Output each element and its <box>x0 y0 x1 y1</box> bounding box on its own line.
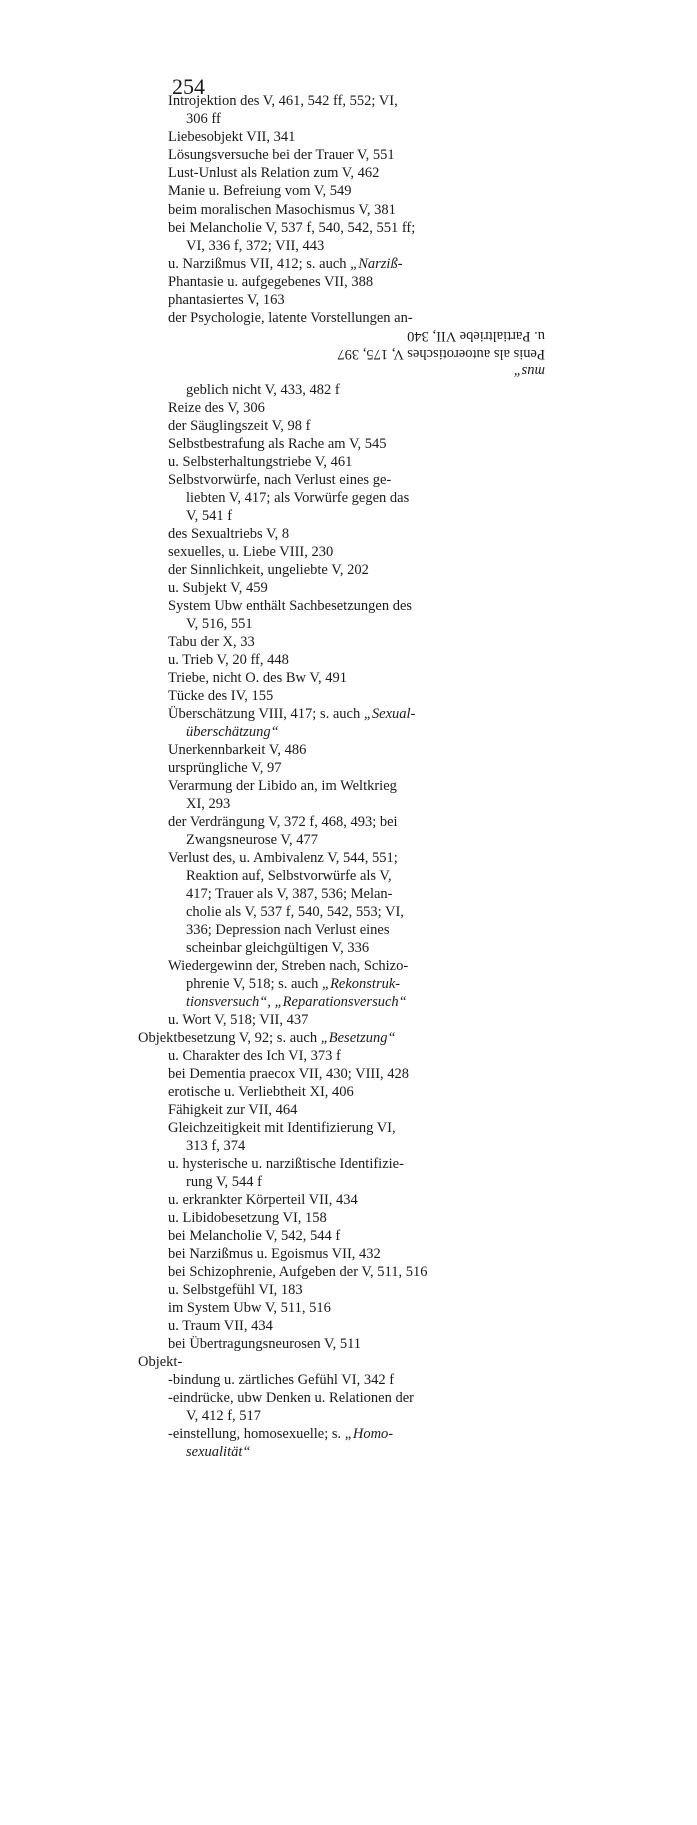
index-line-text: Selbstbestrafung als Rache am V, 545 <box>168 436 387 452</box>
index-line <box>168 597 412 615</box>
index-line-text: -bindung u. zärtliches Gefühl VI, 342 f <box>168 1372 395 1388</box>
index-line-text: u. erkrankter Körperteil VII, 434 <box>168 1192 358 1208</box>
index-line-text: Penis als autoerotisches V, 175, 397 <box>337 346 545 362</box>
index-line <box>168 1065 409 1083</box>
index-line <box>168 849 398 867</box>
index-line <box>138 1353 182 1371</box>
index-line <box>168 417 310 435</box>
index-line <box>186 381 340 399</box>
index-line-text: liebten V, 417; als Vorwürfe gegen das <box>186 490 410 506</box>
index-line <box>168 182 352 200</box>
index-line-text: u. Trieb V, 20 ff, 448 <box>168 652 289 668</box>
index-line-text: Objekt- <box>138 1354 183 1370</box>
index-line-text: Wiedergewinn der, Streben nach, Schizo- <box>168 958 409 974</box>
index-line-text: Überschätzung VIII, 417; s. auch <box>168 706 364 722</box>
index-line-text: u. Charakter des Ich VI, 373 f <box>168 1048 341 1064</box>
index-line <box>168 291 285 309</box>
index-line <box>168 561 369 579</box>
index-line <box>168 813 398 831</box>
index-line <box>186 939 369 957</box>
index-line-text: Tabu der X, 33 <box>168 634 255 650</box>
index-line-text: sexuelles, u. Liebe VIII, 230 <box>168 544 334 560</box>
index-line-text: Phantasie u. aufgegebenes VII, 388 <box>168 274 374 290</box>
index-line-text: Liebesobjekt VII, 341 <box>168 129 296 145</box>
index-line-text: Tücke des IV, 155 <box>168 688 274 704</box>
index-line-text: 306 ff <box>186 111 221 127</box>
index-line <box>186 1443 250 1461</box>
index-line-text: Reaktion auf, Selbstvorwürfe als V, <box>186 868 392 884</box>
index-line <box>168 1281 303 1299</box>
index-line <box>186 975 400 993</box>
index-line-text: bei Übertragungsneurosen V, 511 <box>168 1336 362 1352</box>
index-line <box>186 615 253 633</box>
index-line <box>168 146 395 164</box>
index-line <box>186 1173 262 1191</box>
index-line <box>168 164 379 182</box>
index-line-text: scheinbar gleichgültigen V, 336 <box>186 940 370 956</box>
index-line-crossref: „Homo- <box>344 1426 394 1442</box>
index-line-text: Lust-Unlust als Relation zum V, 462 <box>168 165 380 181</box>
index-line <box>168 471 391 489</box>
index-line <box>168 1047 341 1065</box>
index-line <box>168 219 415 237</box>
page-number: 254 <box>172 74 205 99</box>
index-line <box>168 399 265 417</box>
index-line-text: u. Traum VII, 434 <box>168 1318 273 1334</box>
index-line <box>168 543 333 561</box>
index-line-text: System Ubw enthält Sachbesetzungen des <box>168 598 413 614</box>
index-line-text: XI, 293 <box>186 796 231 812</box>
index-line-text: ursprüngliche V, 97 <box>168 760 282 776</box>
index-line-text: überschätzung“ <box>186 724 279 740</box>
index-line <box>168 1245 381 1263</box>
index-line <box>168 309 413 327</box>
index-line <box>186 831 318 849</box>
index-line <box>186 885 393 903</box>
index-line <box>186 723 279 741</box>
index-line-text: rung V, 544 f <box>186 1174 262 1190</box>
index-line-text: Introjektion des V, 461, 542 ff, 552; VI, <box>168 93 398 109</box>
index-line-crossref: „Narziß- <box>350 256 403 272</box>
index-line <box>168 633 255 651</box>
index-line-text: Lösungsversuche bei der Trauer V, 551 <box>168 147 395 163</box>
index-line-text: u. Narzißmus VII, 412; s. auch <box>168 256 351 272</box>
index-line-text: u. Libidobesetzung VI, 158 <box>168 1210 327 1226</box>
index-line-text: 417; Trauer als V, 387, 536; Melan- <box>186 886 393 902</box>
index-line <box>186 110 221 128</box>
index-line <box>138 1029 396 1047</box>
index-line <box>168 1317 273 1335</box>
index-line-text: u. Partialtriebe VII, 340 <box>407 328 545 344</box>
index-line-text: erotische u. Verliebtheit XI, 406 <box>168 1084 354 1100</box>
index-line-text: der Säuglingszeit V, 98 f <box>168 418 311 434</box>
index-line <box>186 867 392 885</box>
index-line <box>168 1227 340 1245</box>
index-line <box>168 128 295 146</box>
index-line-text: -einstellung, homosexuelle; s. <box>168 1426 345 1442</box>
index-line-text: Manie u. Befreiung vom V, 549 <box>168 183 352 199</box>
index-line <box>168 1119 396 1137</box>
index-line-text: Objektbesetzung V, 92; s. auch <box>138 1030 321 1046</box>
index-line-text: V, 541 f <box>186 508 233 524</box>
index-line <box>168 1083 354 1101</box>
index-line <box>168 1191 358 1209</box>
index-line-text: bei Narzißmus u. Egoismus VII, 432 <box>168 1246 381 1262</box>
index-line-text: V, 412 f, 517 <box>186 1408 262 1424</box>
index-line <box>168 1011 308 1029</box>
index-line-text: phantasiertes V, 163 <box>168 292 285 308</box>
index-line-text: Selbstvorwürfe, nach Verlust eines ge- <box>168 472 392 488</box>
index-line <box>168 687 273 705</box>
index-line-text: cholie als V, 537 f, 540, 542, 553; VI, <box>186 904 404 920</box>
index-line-text: Unerkennbarkeit V, 486 <box>168 742 307 758</box>
index-line <box>186 1407 261 1425</box>
index-line <box>168 453 352 471</box>
index-line-text: bei Schizophrenie, Aufgeben der V, 511, 516 <box>168 1264 428 1280</box>
index-line-text: Gleichzeitigkeit mit Identifizierung VI, <box>168 1120 396 1136</box>
index-line <box>168 1155 404 1173</box>
index-line <box>168 273 373 291</box>
index-line-inverted <box>514 362 545 380</box>
index-line-inverted <box>407 327 545 345</box>
index-line <box>168 705 415 723</box>
index-line <box>168 435 387 453</box>
index-line <box>168 957 408 975</box>
index-line <box>168 1209 327 1227</box>
index-line-text: 313 f, 374 <box>186 1138 246 1154</box>
index-line-text: Reize des V, 306 <box>168 400 265 416</box>
index-line <box>168 201 396 219</box>
index-line <box>186 795 230 813</box>
index-line-text: u. Subjekt V, 459 <box>168 580 268 596</box>
index-line-text: mus“ <box>513 363 545 379</box>
index-line-text: Verlust des, u. Ambivalenz V, 544, 551; <box>168 850 398 866</box>
index-line-text: beim moralischen Masochismus V, 381 <box>168 202 396 218</box>
index-line-text: bei Melancholie V, 537 f, 540, 542, 551 ff; <box>168 220 416 236</box>
index-line <box>168 777 397 795</box>
index-line-text: VI, 336 f, 372; VII, 443 <box>186 238 325 254</box>
index-line-text: bei Melancholie V, 542, 544 f <box>168 1228 341 1244</box>
index-line <box>186 903 404 921</box>
index-line <box>168 1335 361 1353</box>
index-line-text: Zwangsneurose V, 477 <box>186 832 318 848</box>
index-line <box>186 993 407 1011</box>
index-line-text: der Psychologie, latente Vorstellungen an- <box>168 310 413 326</box>
index-line-text: tionsversuch“, „Reparationsversuch“ <box>186 994 407 1010</box>
index-line-text: sexualität“ <box>186 1444 251 1460</box>
index-line-crossref: „Sexual- <box>363 706 416 722</box>
index-line-text: im System Ubw V, 511, 516 <box>168 1300 331 1316</box>
index-line <box>168 579 268 597</box>
index-line <box>168 1263 427 1281</box>
index-line-text: u. Wort V, 518; VII, 437 <box>168 1012 309 1028</box>
index-line <box>168 759 281 777</box>
index-line-text: 336; Depression nach Verlust eines <box>186 922 390 938</box>
index-line-text: Fähigkeit zur VII, 464 <box>168 1102 298 1118</box>
index-line-text: geblich nicht V, 433, 482 f <box>186 382 340 398</box>
index-line <box>168 1299 331 1317</box>
index-line <box>168 741 306 759</box>
index-line-crossref: „Rekonstruk- <box>322 976 401 992</box>
index-line-text: u. Selbsterhaltungstriebe V, 461 <box>168 454 353 470</box>
index-line-text: der Verdrängung V, 372 f, 468, 493; bei <box>168 814 398 830</box>
index-line <box>186 237 324 255</box>
index-line-text: u. hysterische u. narzißtische Identifizie- <box>168 1156 404 1172</box>
index-line-text: Triebe, nicht O. des Bw V, 491 <box>168 670 347 686</box>
index-line <box>168 651 289 669</box>
index-line <box>186 921 390 939</box>
index-line <box>168 92 398 110</box>
index-line <box>186 489 409 507</box>
index-line <box>168 1389 414 1407</box>
index-line <box>168 525 289 543</box>
index-line-text: des Sexualtriebs V, 8 <box>168 526 290 542</box>
index-line <box>168 255 403 273</box>
index-line <box>168 1101 297 1119</box>
index-line-text: u. Selbstgefühl VI, 183 <box>168 1282 303 1298</box>
index-line-text: Verarmung der Libido an, im Weltkrieg <box>168 778 397 794</box>
index-line-crossref: „Besetzung“ <box>320 1030 396 1046</box>
index-line <box>186 507 232 525</box>
index-line <box>168 1371 394 1389</box>
index-line-text: der Sinnlichkeit, ungeliebte V, 202 <box>168 562 369 578</box>
index-line-text: -eindrücke, ubw Denken u. Relationen der <box>168 1390 415 1406</box>
index-line <box>168 1425 393 1443</box>
index-line-text: phrenie V, 518; s. auch <box>186 976 322 992</box>
index-line-text: V, 516, 551 <box>186 616 253 632</box>
index-line-text: bei Dementia praecox VII, 430; VIII, 428 <box>168 1066 410 1082</box>
index-line <box>168 669 347 687</box>
index-line <box>186 1137 245 1155</box>
index-line-inverted <box>337 345 545 363</box>
